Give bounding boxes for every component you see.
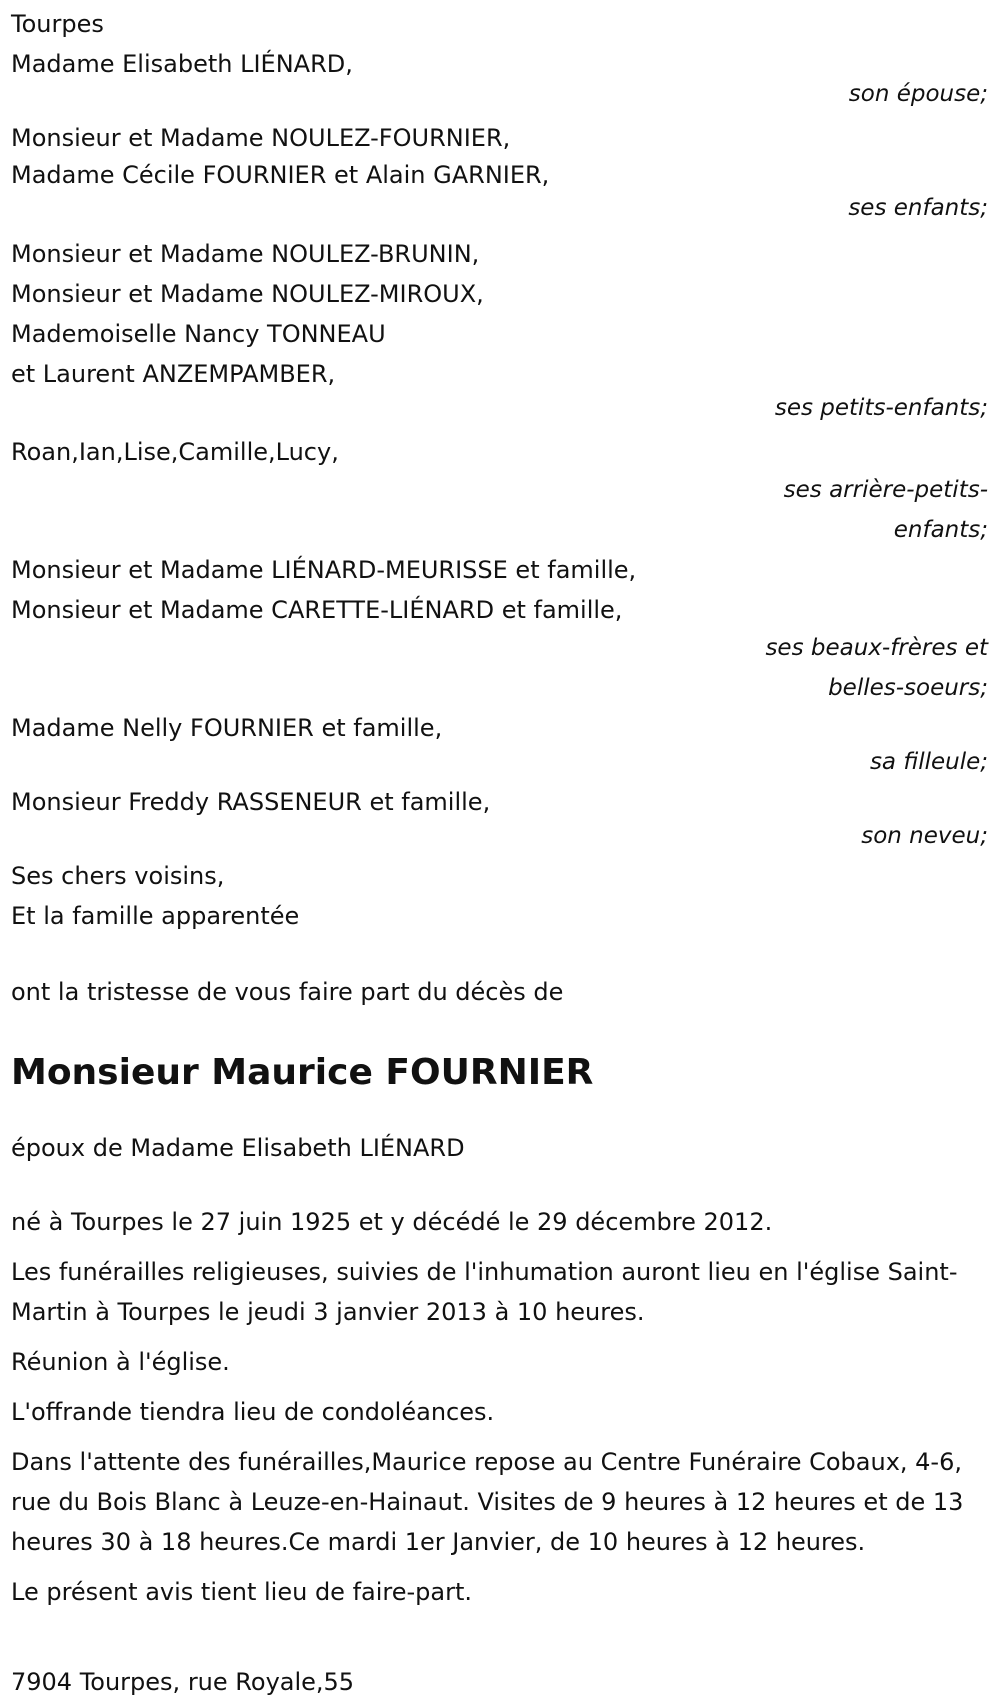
name-line: Monsieur et Madame CARETTE-LIÉNARD et famille, [11, 596, 623, 624]
relation-text: son épouse; [848, 81, 988, 107]
mourner-line: Ses chers voisins, [11, 862, 225, 890]
name-line: Monsieur Freddy RASSENEUR et famille, [11, 788, 491, 816]
name-line: Monsieur et Madame NOULEZ-MIROUX, [11, 280, 484, 308]
relation-text: belles-soeurs; [828, 675, 988, 701]
name-line: Monsieur et Madame LIÉNARD-MEURISSE et famille, [11, 556, 637, 584]
relation-label [11, 188, 988, 228]
family-group-spouse [11, 44, 988, 114]
spouse-line: époux de Madame Elisabeth LIÉNARD [11, 1134, 465, 1162]
relation-text: enfants; [893, 517, 988, 543]
name-line: Monsieur et Madame NOULEZ-BRUNIN, [11, 240, 480, 268]
location-heading: Tourpes [11, 10, 104, 38]
name-line: Mademoiselle Nancy TONNEAU [11, 320, 386, 348]
family-group-grandchildren [11, 234, 988, 428]
offering-details: L'offrande tiendra lieu de condoléances. [11, 1398, 495, 1426]
family-group-children [11, 120, 988, 228]
birth-death-details: né à Tourpes le 27 juin 1925 et y décédé le 29 décembre 2012. [11, 1208, 773, 1236]
relation-text: ses petits-enfants; [774, 395, 988, 421]
names [11, 432, 988, 472]
family-group-great-grandchildren [11, 432, 988, 550]
funeral-details: Les funérailles religieuses, suivies de l'inhumation auront lieu en l'église Saint-Martin à Tourpes le jeudi 3 janvier 2013 à 10 heures. [11, 1258, 958, 1326]
mourner-line: Et la famille apparentée [11, 902, 300, 930]
name-line: Madame Cécile FOURNIER et Alain GARNIER, [11, 161, 550, 189]
family-group-nephew [11, 782, 988, 856]
names [11, 120, 988, 194]
relation-text: son neveu; [861, 823, 988, 849]
relation-text: ses beaux-frères et [765, 635, 988, 661]
name-line: Madame Elisabeth LIÉNARD, [11, 50, 353, 78]
name-line: et Laurent ANZEMPAMBER, [11, 360, 336, 388]
other-mourners [11, 856, 988, 936]
announcement-text: ont la tristesse de vous faire part du décès de [11, 978, 564, 1006]
meeting-details: Réunion à l'église. [11, 1348, 230, 1376]
family-address: 7904 Tourpes, rue Royale,55 [11, 1668, 355, 1696]
relation-label [11, 470, 988, 550]
notice-statement: Le présent avis tient lieu de faire-part. [11, 1578, 473, 1606]
name-line: Roan,Ian,Lise,Camille,Lucy, [11, 438, 339, 466]
relation-text: ses enfants; [848, 195, 988, 221]
relation-text: sa filleule; [869, 749, 988, 775]
family-group-in-laws [11, 550, 988, 708]
relation-text: ses arrière-petits- [783, 477, 988, 503]
name-line: Madame Nelly FOURNIER et famille, [11, 714, 443, 742]
relation-label [11, 628, 988, 708]
names [11, 234, 988, 394]
relation-label [11, 816, 988, 856]
relation-label [11, 388, 988, 428]
deceased-name: Monsieur Maurice FOURNIER [11, 1052, 594, 1093]
family-group-goddaughter [11, 708, 988, 782]
names [11, 550, 988, 630]
relation-label [11, 742, 988, 782]
name-line: Monsieur et Madame NOULEZ-FOURNIER, [11, 124, 511, 152]
visitation-details: Dans l'attente des funérailles,Maurice repose au Centre Funéraire Cobaux, 4-6, rue du Bois Blanc à Leuze-en-Hainaut. Visites de 9 heures à 12 heures et de 13 heures 30 à 18 heures.Ce mardi 1er Janvier, de 10 heures à 12 heures. [11, 1448, 964, 1556]
